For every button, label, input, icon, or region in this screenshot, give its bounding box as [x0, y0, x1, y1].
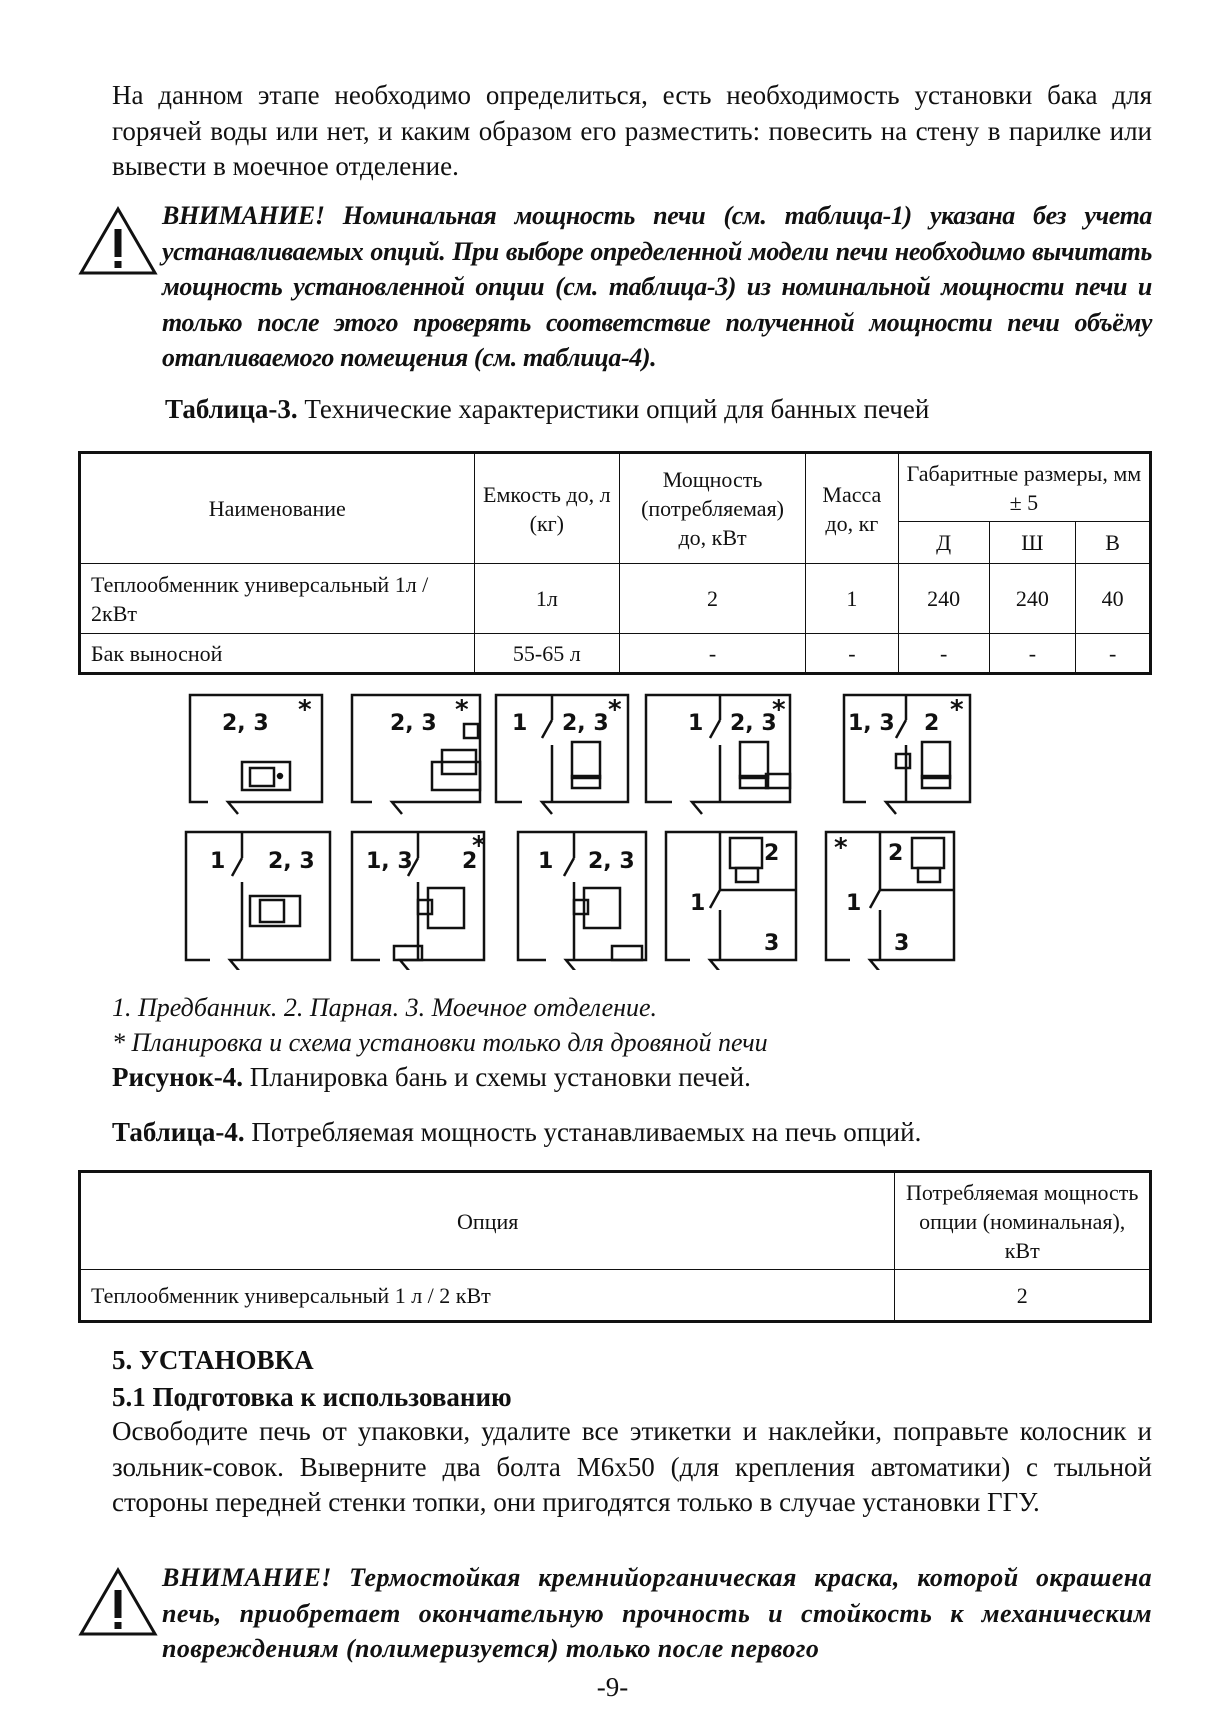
table4-caption: [112, 1115, 921, 1150]
layout-plan: [844, 695, 970, 814]
table3: [78, 451, 1152, 675]
table4-cell: 2: [895, 1270, 1151, 1322]
table3-cell: 240: [898, 564, 989, 634]
table3-cell: -: [1076, 634, 1151, 674]
asterisk-mark: *: [834, 833, 848, 863]
section-title: 5. УСТАНОВКА: [112, 1345, 314, 1375]
layout-plan: [646, 695, 790, 814]
table4-header-power: Потребляемая мощность опции (номинальная), кВт: [895, 1172, 1151, 1270]
table3-cell: Теплообменник универсальный 1л / 2кВт: [80, 564, 475, 634]
room-label: 1, 3: [848, 711, 895, 736]
table3-header-h: В: [1076, 522, 1151, 564]
room-label: 2: [764, 841, 780, 866]
table4-header-option: Опция: [80, 1172, 895, 1270]
room-label: 2: [888, 841, 904, 866]
layout-plan: [826, 832, 954, 970]
room-label: 2, 3: [588, 849, 635, 874]
intro-paragraph: На данном этапе необходимо определиться, есть необходимость установки бака для горячей воды или нет, и каким образом его разместить: повесить на стену в парилке или вывести в моечное отделение.: [112, 80, 1152, 181]
asterisk-mark: *: [455, 695, 469, 725]
table3-cell: -: [898, 634, 989, 674]
room-label: 1: [688, 711, 704, 736]
table3-cell: -: [620, 634, 806, 674]
table3-caption-label: Таблица-3.: [165, 394, 298, 424]
table3-header-mass: Масса до, кг: [805, 453, 898, 564]
table3-cell: Бак выносной: [80, 634, 475, 674]
layout-plan: [352, 831, 486, 970]
room-label: 3: [894, 931, 910, 956]
section-subtitle: 5.1 Подготовка к использованию: [112, 1382, 512, 1412]
table4: [78, 1170, 1152, 1323]
table3-cell: 1л: [474, 564, 620, 634]
table3-header-d: Д: [898, 522, 989, 564]
table3-cell: -: [989, 634, 1076, 674]
room-label: 2, 3: [730, 711, 777, 736]
room-label: 2, 3: [268, 849, 315, 874]
table-row: [80, 564, 1151, 634]
table4-caption-text: Потребляемая мощность устанавливаемых на печь опций.: [251, 1117, 922, 1147]
table3-cell: 2: [620, 564, 806, 634]
asterisk-mark: *: [608, 695, 622, 725]
table4-cell: Теплообменник универсальный 1 л / 2 кВт: [80, 1270, 895, 1322]
asterisk-mark: *: [298, 695, 312, 725]
table3-caption-text: Технические характеристики опций для банных печей: [304, 394, 930, 424]
table3-caption: [165, 392, 929, 427]
room-label: 1: [690, 891, 706, 916]
layout-plan: [666, 832, 796, 970]
table3-header-power: Мощность (потребляемая) до, кВт: [620, 453, 806, 564]
figure-caption-text: Планировка бань и схемы установки печей.: [249, 1062, 751, 1092]
table3-cell: 55-65 л: [474, 634, 620, 674]
room-label: 1: [846, 891, 862, 916]
room-label: 1: [512, 711, 528, 736]
asterisk-mark: *: [772, 695, 786, 725]
layout-plan: [496, 695, 628, 814]
figure-caption-label: Рисунок-4.: [112, 1062, 244, 1092]
room-label: 2, 3: [222, 711, 269, 736]
room-label: 1, 3: [366, 849, 413, 874]
table-row: [80, 634, 1151, 674]
layout-plan: [186, 832, 330, 970]
room-label: 2: [462, 849, 478, 874]
room-label: 1: [210, 849, 226, 874]
figure-caption: [112, 1060, 751, 1095]
table3-header-w: Ш: [989, 522, 1076, 564]
layout-plan: [352, 695, 480, 814]
layout-plan: [518, 832, 646, 970]
asterisk-mark: *: [950, 695, 964, 725]
room-label: 2: [924, 711, 940, 736]
table-row: [80, 1270, 1151, 1322]
warning-text-2: ВНИМАНИЕ! Термостойкая кремнийорганическая краска, которой окрашена печь, приобретает окончательную прочность и стойкость к механическим повреждениям (полимеризуется) только после первого: [162, 1563, 1152, 1663]
table3-header-capacity: Емкость до, л (кг): [474, 453, 620, 564]
section-paragraph: Освободите печь от упаковки, удалите все этикетки и наклейки, поправьте колосник и зольник-совок. Выверните два болта М6х50 (для крепления автоматики) с тыльной стороны передней стенки топки, они пригодятся только в случае установки ГГУ.: [112, 1416, 1152, 1517]
table3-cell: 1: [805, 564, 898, 634]
table3-header-dims: Габаритные размеры, мм ± 5: [898, 453, 1150, 522]
layout-plan: [190, 695, 322, 814]
table4-caption-label: Таблица-4.: [112, 1117, 245, 1147]
room-label: 2, 3: [562, 711, 609, 736]
figure-legend-2: * Планировка и схема установки только для дровяной печи: [112, 1028, 768, 1057]
room-label: 1: [538, 849, 554, 874]
figure-legend-1: 1. Предбанник. 2. Парная. 3. Моечное отделение.: [112, 993, 658, 1022]
asterisk-mark: *: [472, 831, 486, 861]
table3-header-name: Наименование: [80, 453, 475, 564]
warning-triangle-icon: [78, 1566, 158, 1638]
room-label: 3: [764, 931, 780, 956]
warning-triangle-icon: [78, 205, 158, 277]
table3-cell: -: [805, 634, 898, 674]
table3-cell: 40: [1076, 564, 1151, 634]
warning-text-1: ВНИМАНИЕ! Номинальная мощность печи (см. таблица-1) указана без учета устанавливаемых опций. При выборе определенной модели печи необходимо вычитать мощность установленной опции (см. таблица-3) из номинальной мощности печи и только после этого проверять соответствие полученной мощности печи объёму отапливаемого помещения (см. таблица-4).: [162, 201, 1152, 372]
page-number: -9-: [596, 1672, 629, 1702]
room-label: 2, 3: [390, 711, 437, 736]
sauna-layout-figure: [180, 690, 1060, 970]
table3-cell: 240: [989, 564, 1076, 634]
